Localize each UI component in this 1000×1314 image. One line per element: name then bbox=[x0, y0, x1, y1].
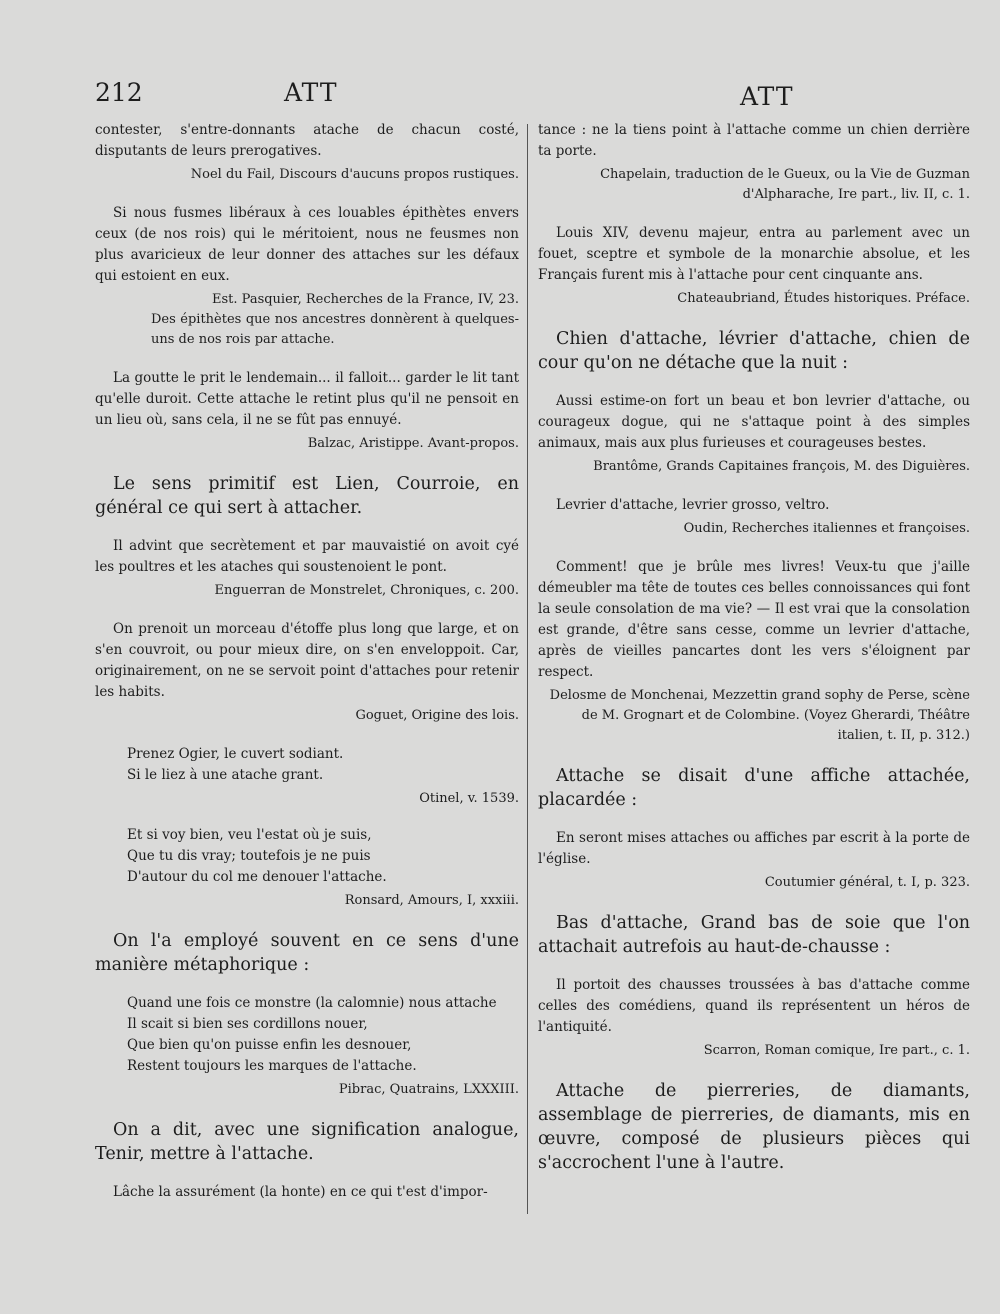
quote-attribution: Delosme de Monchenai, Mezzettin grand sophy de Perse, scène de M. Grognart et de Colombine. (Voyez Gherardi, Théâtre italien, t. II, p. 312.) bbox=[549, 688, 970, 743]
verse-line: Que tu dis vray; toutefois je ne puis bbox=[127, 848, 371, 864]
quote-text: tance : ne la tiens point à l'attache comme un chien derrière ta porte. bbox=[538, 122, 970, 159]
running-head-right: ATT bbox=[740, 82, 794, 111]
quote-attribution: Noel du Fail, Discours d'aucuns propos rustiques. bbox=[190, 167, 519, 182]
quote-note: Des épithètes que nos ancestres donnèrent à quelques-uns de nos rois par attache. bbox=[151, 312, 519, 347]
quote-attribution: Balzac, Aristippe. Avant-propos. bbox=[307, 436, 519, 451]
verse-block bbox=[127, 993, 519, 1077]
verse-block bbox=[127, 744, 519, 786]
verse-line: Restent toujours les marques de l'attache. bbox=[127, 1058, 417, 1074]
quote-text: Il advint que secrètement et par mauvaistié on avoit cyé les poultres et les ataches qui soustenoient le pont. bbox=[95, 538, 519, 575]
quote-attribution: Scarron, Roman comique, Ire part., c. 1. bbox=[703, 1043, 970, 1058]
quote-text: En seront mises attaches ou affiches par escrit à la porte de l'église. bbox=[538, 830, 970, 867]
verse-block bbox=[127, 825, 519, 888]
quote-attribution: Goguet, Origine des lois. bbox=[355, 708, 519, 723]
quote-text: contester, s'entre-donnants atache de chacun costé, disputants de leurs prerogatives. bbox=[95, 122, 519, 159]
definition-heading: Le sens primitif est Lien, Courroie, en général ce qui sert à attacher. bbox=[95, 474, 519, 518]
quote-attribution: Otinel, v. 1539. bbox=[419, 791, 519, 806]
quote-attribution: Chapelain, traduction de le Gueux, ou la Vie de Guzman d'Alpharache, Ire part., liv. II, c. 1. bbox=[600, 167, 970, 202]
quote-attribution: Enguerran de Monstrelet, Chroniques, c. 200. bbox=[214, 583, 519, 598]
verse-line: Prenez Ogier, le cuvert sodiant. bbox=[127, 746, 344, 762]
quote-attribution: Chateaubriand, Études historiques. Préface. bbox=[677, 291, 970, 306]
quote-text: Louis XIV, devenu majeur, entra au parlement avec un fouet, sceptre et symbole de la monarchie absolue, et les Français furent mis à l'attache pour cent cinquante ans. bbox=[538, 225, 970, 283]
verse-line: Et si voy bien, veu l'estat où je suis, bbox=[127, 827, 372, 843]
quote-text: Comment! que je brûle mes livres! Veux-tu que j'aille démeubler ma tête de toutes ces belles connoissances qui font la seule consolation de ma vie? — Il est vrai que la consolation est grande, d'être sans cesse, comme un levrier d'attache, après de vieilles pancartes dont les vers s'éloignent par respect. bbox=[538, 559, 970, 680]
quote-text: Levrier d'attache, levrier grosso, veltro. bbox=[556, 497, 830, 513]
quote-text: Il portoit des chausses troussées à bas d'attache comme celles des comédiens, quand ils représentent un héros de l'antiquité. bbox=[538, 977, 970, 1035]
definition-heading: On l'a employé souvent en ce sens d'une manière métaphorique : bbox=[95, 931, 519, 975]
quote-attribution: Coutumier général, t. I, p. 323. bbox=[764, 875, 970, 890]
column-divider bbox=[527, 124, 528, 1214]
quote-attribution: Brantôme, Grands Capitaines françois, M. des Diguières. bbox=[593, 459, 970, 474]
left-column bbox=[95, 120, 519, 1203]
quote-attribution: Pibrac, Quatrains, LXXXIII. bbox=[338, 1082, 519, 1097]
verse-line: D'autour du col me denouer l'attache. bbox=[127, 869, 387, 885]
verse-line: Quand une fois ce monstre (la calomnie) nous attache bbox=[127, 995, 497, 1011]
definition-heading: Chien d'attache, lévrier d'attache, chien de cour qu'on ne détache que la nuit : bbox=[538, 329, 970, 373]
definition-heading: On a dit, avec une signification analogue, Tenir, mettre à l'attache. bbox=[95, 1120, 519, 1164]
running-head-left: ATT bbox=[284, 78, 338, 107]
definition-heading: Attache de pierreries, de diamants, assemblage de pierreries, de diamants, mis en œuvre, composé de plusieurs pièces qui s'accrochent l'une à l'autre. bbox=[538, 1081, 970, 1173]
definition-heading: Attache se disait d'une affiche attachée, placardée : bbox=[538, 766, 970, 810]
verse-line: Que bien qu'on puisse enfin les desnouer, bbox=[127, 1037, 412, 1053]
quote-text: La goutte le prit le lendemain... il falloit... garder le lit tant qu'elle duroit. Cette attache le retint plus qu'il ne pensoit en un lieu où, sans cela, il ne se fût pas ennuyé. bbox=[95, 370, 519, 428]
right-column bbox=[538, 120, 970, 1175]
page-number: 212 bbox=[95, 78, 143, 107]
verse-line: Si le liez à une atache grant. bbox=[127, 767, 324, 783]
quote-text: Aussi estime-on fort un beau et bon levrier d'attache, ou courageux dogue, qui ne s'attaque point à des simples animaux, mais aux plus furieuses et courageuses bestes. bbox=[538, 393, 970, 451]
verse-line: Il scait si bien ses cordillons nouer, bbox=[127, 1016, 368, 1032]
quote-attribution: Ronsard, Amours, I, xxxiii. bbox=[344, 893, 519, 908]
definition-heading: Bas d'attache, Grand bas de soie que l'on attachait autrefois au haut-de-chausse : bbox=[538, 913, 970, 957]
page-header bbox=[0, 78, 1000, 118]
quote-text: On prenoit un morceau d'étoffe plus long que large, et on s'en couvroit, ou pour mieux dire, on s'en enveloppoit. Car, originairement, on ne se servoit point d'attaches pour retenir les habits. bbox=[95, 621, 519, 700]
quote-text: Lâche la assurément (la honte) en ce qui t'est d'impor- bbox=[113, 1184, 488, 1200]
quote-text: Si nous fusmes libéraux à ces louables épithètes envers ceux (de nos rois) qui le méritoient, nous ne feusmes non plus avaricieux de leur donner des attaches sur les défaux qui estoient en eux. bbox=[95, 205, 519, 284]
quote-attribution: Est. Pasquier, Recherches de la France, IV, 23. bbox=[212, 292, 519, 307]
quote-attribution: Oudin, Recherches italiennes et françoises. bbox=[683, 521, 970, 536]
